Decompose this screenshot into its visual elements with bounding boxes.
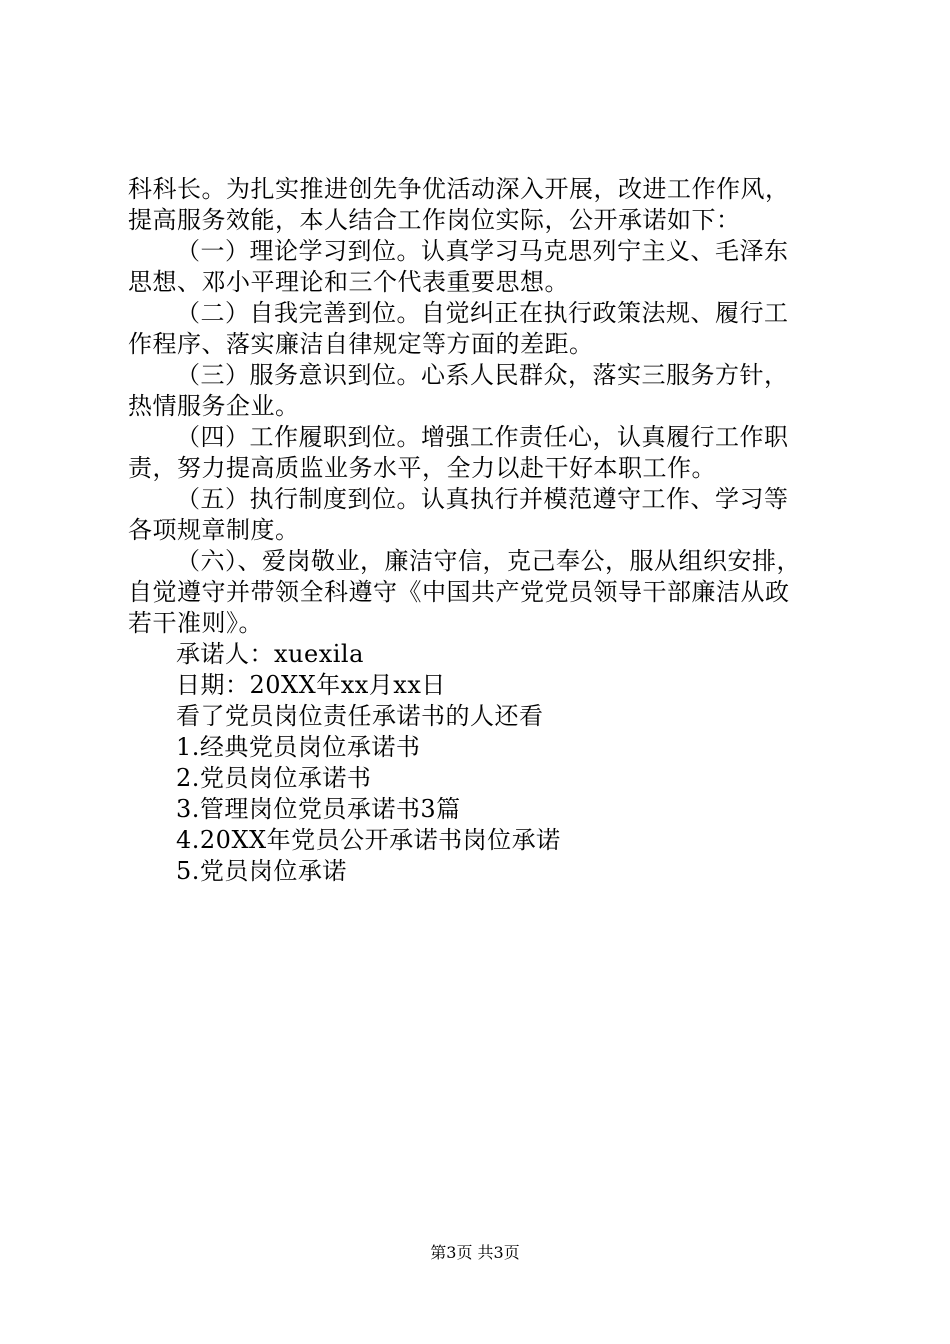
commitment-item-4-line: 责，努力提高质监业务水平，全力以赴干好本职工作。 <box>128 454 716 482</box>
signer-line: 承诺人：xuexila <box>176 640 364 668</box>
body-line: 科科长。为扎实推进创先争优活动深入开展，改进工作作风， <box>128 175 790 203</box>
page-number-footer: 第3页 共3页 <box>430 1243 520 1262</box>
related-heading: 看了党员岗位责任承诺书的人还看 <box>176 702 544 730</box>
body-line: 提高服务效能，本人结合工作岗位实际，公开承诺如下： <box>128 206 741 234</box>
related-link[interactable]: 1.经典党员岗位承诺书 <box>176 733 421 761</box>
commitment-item-6-line: 自觉遵守并带领全科遵守《中国共产党党员领导干部廉洁从政 <box>128 578 790 606</box>
commitment-item-3-line: （三）服务意识到位。心系人民群众，落实三服务方针， <box>176 361 789 389</box>
commitment-item-1-line: 思想、邓小平理论和三个代表重要思想。 <box>128 268 569 296</box>
commitment-item-6-line: （六）、爱岗敬业，廉洁守信，克己奉公，服从组织安排， <box>176 547 801 575</box>
commitment-item-6-line: 若干准则》。 <box>128 609 263 637</box>
commitment-item-4-line: （四）工作履职到位。增强工作责任心，认真履行工作职 <box>176 423 789 451</box>
related-link[interactable]: 4.20XX年党员公开承诺书岗位承诺 <box>176 826 561 854</box>
commitment-item-5-line: 各项规章制度。 <box>128 516 300 544</box>
commitment-item-5-line: （五）执行制度到位。认真执行并模范遵守工作、学习等 <box>176 485 789 513</box>
commitment-item-3-line: 热情服务企业。 <box>128 392 300 420</box>
date-line: 日期：20XX年xx月xx日 <box>176 671 446 699</box>
document-body <box>128 174 838 887</box>
commitment-item-2-line: 作程序、落实廉洁自律规定等方面的差距。 <box>128 330 594 358</box>
related-link[interactable]: 5.党员岗位承诺 <box>176 857 347 885</box>
commitment-item-2-line: （二）自我完善到位。自觉纠正在执行政策法规、履行工 <box>176 299 789 327</box>
related-link[interactable]: 3.管理岗位党员承诺书3篇 <box>176 795 461 823</box>
commitment-item-1-line: （一）理论学习到位。认真学习马克思列宁主义、毛泽东 <box>176 237 789 265</box>
related-link[interactable]: 2.党员岗位承诺书 <box>176 764 372 792</box>
